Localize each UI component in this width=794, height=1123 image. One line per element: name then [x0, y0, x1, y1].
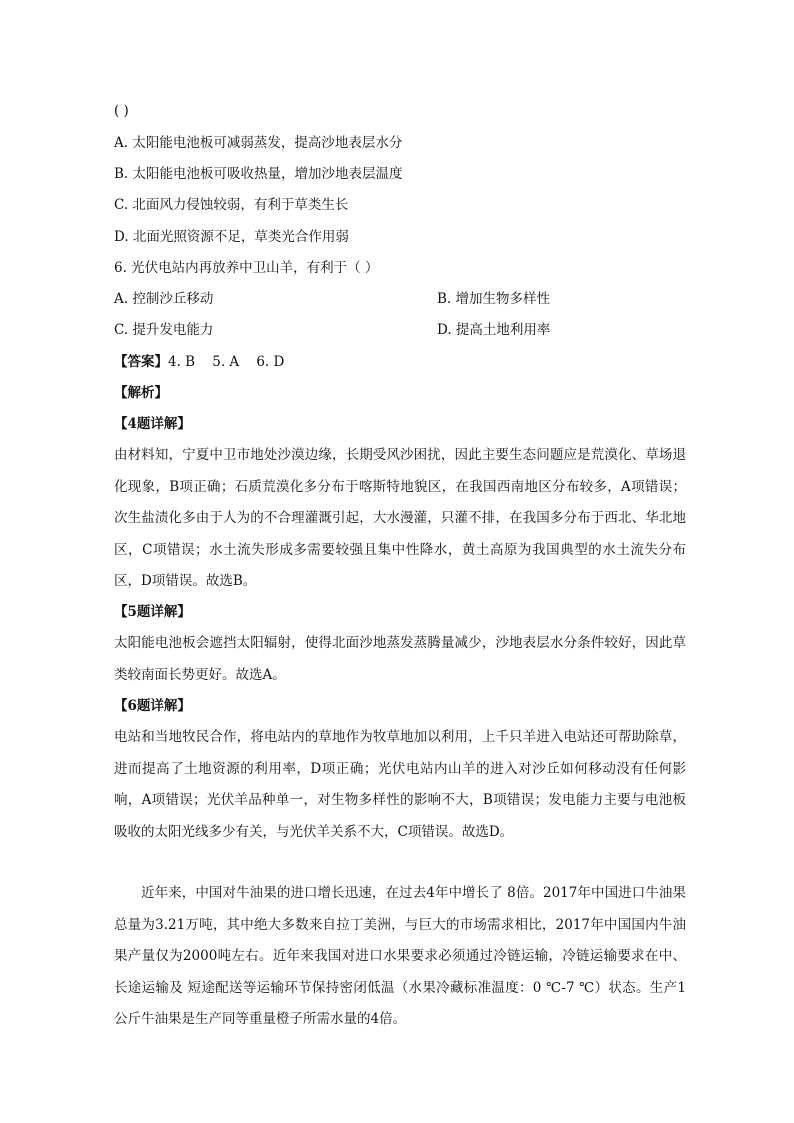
answer-line [114, 352, 680, 372]
analysis-heading: 【解析】 [114, 385, 168, 401]
q5-option-a: A. 太阳能电池板可减弱蒸发，提高沙地表层水分 [114, 135, 403, 151]
question-6-stem: 6. 光伏电站内再放养中卫山羊，有利于（ ） [114, 260, 379, 276]
material-paragraph: 近年来，中国对牛油果的进口增长迅速，在过去4年中增长了 8倍。2017年中国进口牛油果总量为3.21万吨，其中绝大多数来自拉丁美洲，与巨大的市场需求相比，2017年中国国内牛油果产量仅为2000吨左右。近年来我国对进口水果要求必须通过冷链运输，冷链运输要求在中、长途运输及 短途配送等运输环节保持密闭低温（水果冷藏标准温度：0 ℃-7 ℃）状态。生产1公斤牛油果是生产同等重量橙子所需水量的4倍。 [114, 885, 686, 1027]
q5-option-d: D. 北面光照资源不足，草类光合作用弱 [114, 229, 349, 245]
q6-option-c: C. 提升发电能力 [114, 322, 214, 338]
q6-detail-heading: 【6题详解】 [114, 698, 191, 714]
answer-text: 4. B 5. A 6. D [168, 354, 285, 370]
q4-detail-heading: 【4题详解】 [114, 416, 191, 432]
q5-option-c: C. 北面风力侵蚀较弱，有利于草类生长 [114, 197, 349, 213]
answer-label: 【答案】 [114, 354, 168, 370]
q5-detail-text: 太阳能电池板会遮挡太阳辐射，使得北面沙地蒸发蒸腾量减少，沙地表层水分条件较好，因此草类较南面长势更好。故选A。 [114, 635, 686, 683]
q5-option-b: B. 太阳能电池板可吸收热量，增加沙地表层温度 [114, 166, 403, 182]
q6-option-d: D. 提高土地利用率 [437, 322, 551, 338]
q4-detail-text: 由材料知，宁夏中卫市地处沙漠边缘，长期受风沙困扰，因此主要生态问题应是荒漠化、草场退化现象，B项正确；石质荒漠化多分布于喀斯特地貌区，在我国西南地区分布较多，A项错误；次生盐渍化多由于人为的不合理灌溉引起，大水漫灌，只灌不排，在我国多分布于西北、华北地区，C项错误；水土流失形成多需要较强且集中性降水，黄土高原为我国典型的水土流失分布区，D项错误。故选B。 [114, 447, 686, 589]
q6-option-b: B. 增加生物多样性 [437, 291, 551, 307]
question-5-tail: ( ) [114, 103, 129, 119]
q5-detail-heading: 【5题详解】 [114, 604, 191, 620]
q6-detail-text: 电站和当地牧民合作，将电站内的草地作为牧草地加以利用，上千只羊进入电站还可帮助除草，进而提高了土地资源的利用率，D项正确；光伏电站内山羊的进入对沙丘如何移动没有任何影响，A项错误；光伏羊品种单一，对生物多样性的影响不大，B项错误；发电能力主要与电池板吸收的太阳光线多少有关，与光伏羊关系不大，C项错误。故选D。 [114, 729, 686, 840]
q6-option-a: A. 控制沙丘移动 [114, 291, 214, 307]
